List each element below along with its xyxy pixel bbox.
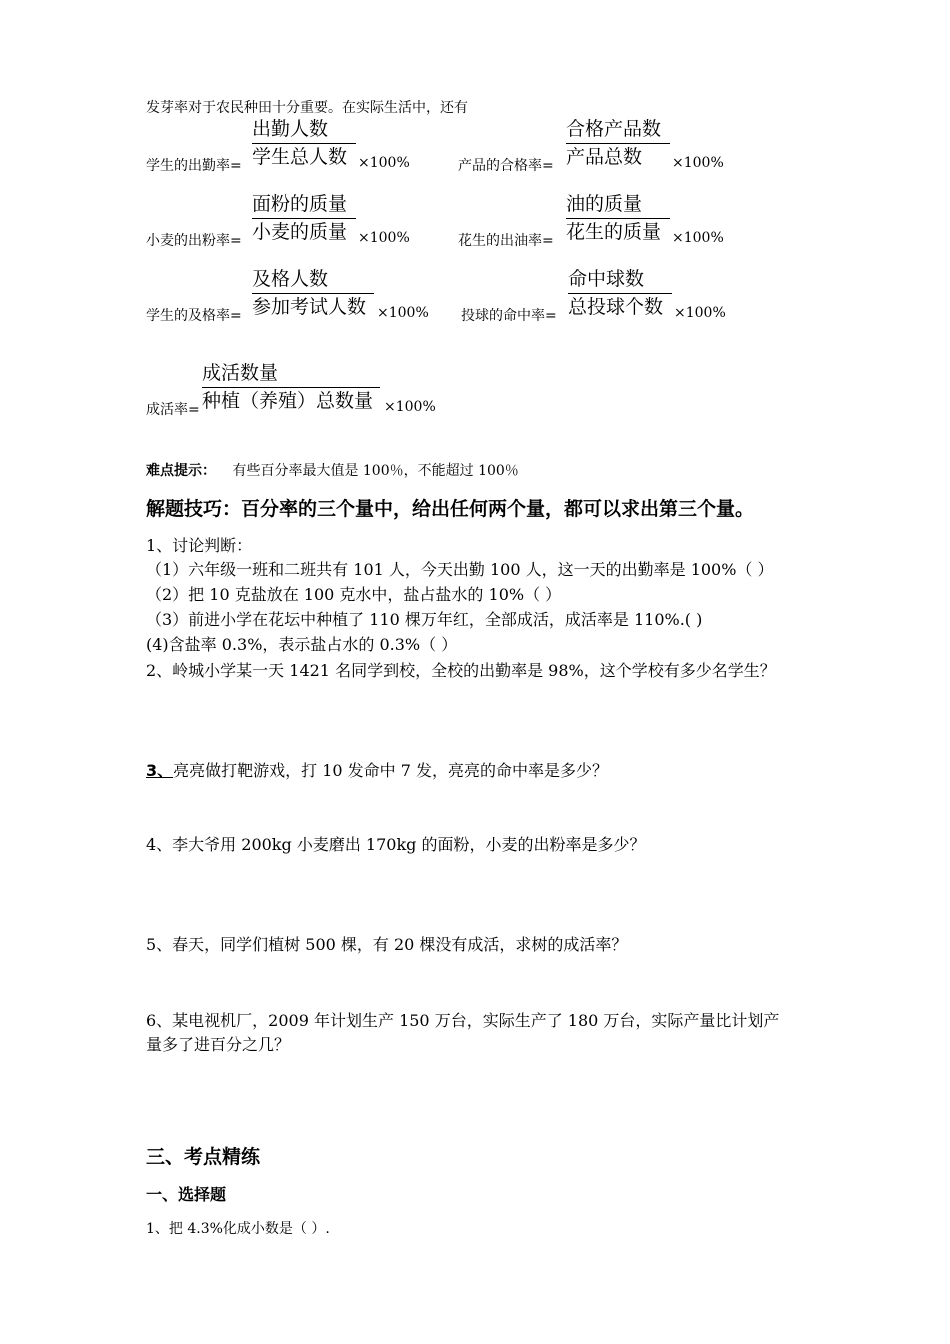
formula-label: 小麦的出粉率= — [146, 233, 242, 249]
times-100: ×100% — [672, 155, 724, 171]
times-100: ×100% — [674, 305, 726, 321]
question-3 — [146, 758, 608, 781]
fraction-bar — [252, 218, 356, 219]
question-3-text: 亮亮做打靶游戏，打 10 发命中 7 发，亮亮的命中率是多少？ — [173, 761, 609, 780]
choice-question-1: 1、把 4.3%化成小数是（ ）. — [146, 1221, 330, 1237]
difficulty-hint — [146, 460, 519, 480]
formula-label: 产品的合格率= — [458, 158, 554, 174]
question-1-item: (4)含盐率 0.3%，表示盐占水的 0.3%（ ） — [146, 635, 458, 654]
solving-tip: 解题技巧：百分率的三个量中，给出任何两个量，都可以求出第三个量。 — [146, 498, 755, 520]
question-2: 2、岭城小学某一天 1421 名同学到校，全校的出勤率是 98%，这个学校有多少名学生？ — [146, 661, 776, 680]
hint-label: 难点提示： — [146, 463, 216, 479]
times-100: ×100% — [384, 399, 436, 415]
fraction-bar — [252, 293, 374, 294]
question-5: 5、春天，同学们植树 500 棵，有 20 棵没有成活，求树的成活率？ — [146, 935, 628, 954]
times-100: ×100% — [358, 230, 410, 246]
question-6-line: 量多了进百分之几？ — [146, 1035, 291, 1054]
fraction-bar — [202, 387, 380, 388]
times-100: ×100% — [358, 155, 410, 171]
formula-label: 投球的命中率= — [461, 308, 557, 324]
question-1-title: 1、讨论判断： — [146, 536, 253, 555]
fraction-denominator: 花生的质量 — [566, 221, 662, 243]
times-100: ×100% — [672, 230, 724, 246]
fraction-numerator: 出勤人数 — [252, 118, 329, 140]
fraction — [202, 361, 380, 413]
times-100: ×100% — [377, 305, 429, 321]
question-3-number: 3、 — [146, 761, 174, 780]
question-6-line: 6、某电视机厂，2009 年计划生产 150 万台，实际生产了 180 万台，实际产量比计划产 — [146, 1011, 780, 1030]
fraction — [252, 117, 356, 169]
question-1-item: （1）六年级一班和二班共有 101 人，今天出勤 100 人，这一天的出勤率是 100%（ ） — [146, 560, 774, 579]
fraction-numerator: 成活数量 — [202, 362, 279, 384]
fraction-denominator: 种植（养殖）总数量 — [202, 390, 374, 412]
formula-label: 花生的出油率= — [458, 233, 554, 249]
fraction-numerator: 面粉的质量 — [252, 193, 348, 215]
fraction-bar — [568, 293, 672, 294]
fraction — [252, 267, 374, 319]
fraction-bar — [566, 143, 670, 144]
fraction-denominator: 学生总人数 — [252, 146, 348, 168]
fraction — [568, 267, 672, 319]
hint-text: 有些百分率最大值是 100％，不能超过 100％ — [232, 463, 519, 479]
question-4: 4、李大爷用 200kg 小麦磨出 170kg 的面粉，小麦的出粉率是多少？ — [146, 835, 646, 854]
fraction-numerator: 合格产品数 — [566, 118, 662, 140]
fraction-bar — [252, 143, 356, 144]
fraction — [252, 192, 356, 244]
section-heading: 三、考点精练 — [146, 1146, 261, 1168]
fraction-numerator: 油的质量 — [566, 193, 643, 215]
fraction — [566, 117, 670, 169]
fraction-denominator: 总投球个数 — [568, 296, 664, 318]
intro-text: 发芽率对于农民种田十分重要。在实际生活中，还有 — [146, 100, 468, 116]
formula-label: 学生的出勤率= — [146, 158, 242, 174]
fraction-denominator: 参加考试人数 — [252, 296, 367, 318]
question-1-item: （3）前进小学在花坛中种植了 110 棵万年红，全部成活，成活率是 110%.( ) — [146, 610, 703, 629]
fraction-bar — [566, 218, 670, 219]
fraction-numerator: 命中球数 — [568, 268, 645, 290]
fraction — [566, 192, 670, 244]
subsection-heading: 一、选择题 — [146, 1185, 227, 1204]
formula-label: 学生的及格率= — [146, 308, 242, 324]
fraction-denominator: 小麦的质量 — [252, 221, 348, 243]
question-1-item: （2）把 10 克盐放在 100 克水中，盐占盐水的 10%（ ） — [146, 585, 562, 604]
formula-label: 成活率= — [146, 402, 200, 418]
fraction-numerator: 及格人数 — [252, 268, 329, 290]
fraction-denominator: 产品总数 — [566, 146, 643, 168]
